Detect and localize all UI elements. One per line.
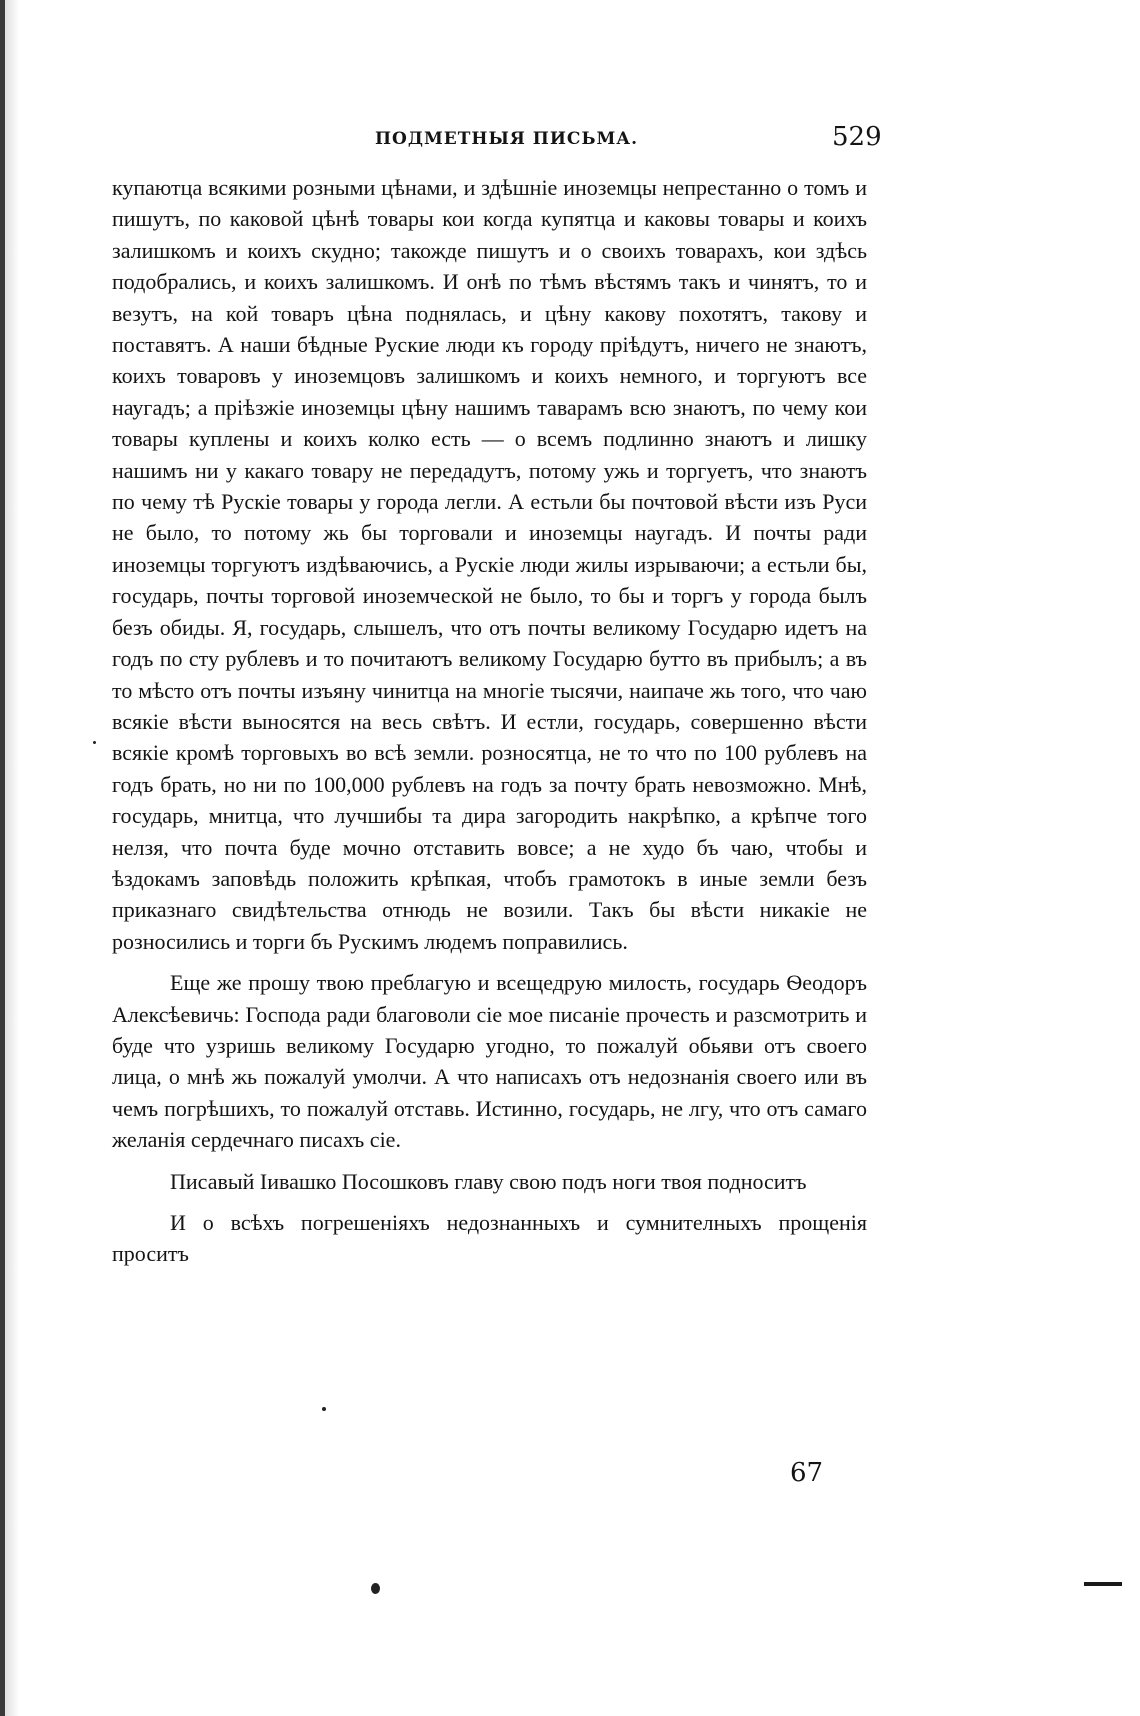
paragraph-4: И о всѣхъ погрешеніяхъ недознанныхъ и сумнителныхъ прощенія проситъ (112, 1210, 867, 1267)
ink-speck (322, 1407, 326, 1411)
ink-speck (371, 1583, 380, 1594)
margin-dash-mark (1084, 1582, 1122, 1586)
paragraph-2: Еще же прошу твою преблагую и всещедрую милость, государь Ѳеодоръ Алексѣевичь: Господа ради благоволи сіе мое писаніе прочесть и разсмотрить и буде что узришь великому Государю угодно, то пожалуй обьяви отъ своего лица, о мнѣ жь пожалуй умолчи. А что написахъ отъ недознанія своего или въ чемъ погрѣшихъ, то пожалуй отставь. Истинно, государь, не лгу, что отъ самаго желанія сердечнаго писахъ сіе. (112, 970, 867, 1153)
paragraph-3: Писавый Іивашко Посошковъ главу свою подъ ноги твоя подноситъ (170, 1168, 807, 1194)
running-title: ПОДМЕТНЫЯ ПИСЬМА. (375, 129, 639, 149)
signature-mark: 67 (790, 1458, 824, 1488)
main-text (112, 172, 867, 1270)
paragraph-1: купаютца всякими розными цѣнами, и здѣшніе иноземцы непрестанно о томъ и пишутъ, по каковой цѣнѣ товары кои когда купятца и каковы товары и коихъ залишкомъ и коихъ скудно; такожде пишутъ и о своихъ товарахъ, кои здѣсь подобрались, и коихъ залишкомъ. И онѣ по тѣмъ вѣстямъ такъ и чинятъ, то и везутъ, на кой товаръ цѣна поднялась, и цѣну какову похотятъ, такову и поставятъ. А наши бѣдные Руские люди къ городу пріѣдутъ, ничего не знаютъ, коихъ товаровъ у иноземцовъ залишкомъ и коихъ немного, и торгуютъ все наугадъ; а пріѣзжіе иноземцы цѣну нашимъ таварамъ всю знаютъ, по чему кои товары куплены и коихъ колко есть — о всемъ подлинно знаютъ и лишку нашимъ ни у какаго товару не передадутъ, потому ужь и торгуетъ, что знаютъ по чему тѣ Рускіе товары у города легли. А естьли бы почтовой вѣсти изъ Руси не было, то потому жь бы торговали и иноземцы наугадъ. И почты ради иноземцы торгуютъ издѣваючись, а Рускіе люди жилы изрываючи; а естьли бы, государь, почты торговой иноземческой не было, то бы и торгъ у города былъ безъ обиды. Я, государь, слышелъ, что отъ почты великому Государю идетъ на годъ по сту рублевъ и то почитаютъ великому Государю бутто въ прибылъ; а въ то мѣсто отъ почты изъяну чинитца на многіе тысячи, наипаче жь того, что чаю всякіе вѣсти выносятся на весь свѣтъ. И естли, государь, совершенно вѣсти всякіе кромѣ торговыхъ во всѣ земли. розносятца, не то что по 100 рублевъ на годъ брать, но ни по 100,000 рублевъ на годъ за почту брать невозможно. Мнѣ, государь, мнитца, что лучшибы та дира загородить накрѣпко, а крѣпче того нелзя, что почта буде мочно отставить вовсе; а не худо бъ чаю, чтобы и ѣздокамъ заповѣдь положить крѣпкая, чтобъ грамотокъ в иные земли безъ приказнаго свидѣтельства отнюдь не возили. Такъ бы вѣсти никакіе не розносились и торги бъ Рускимъ людемъ поправились. (112, 175, 867, 954)
page-binding-shadow (5, 0, 19, 1716)
page-number: 529 (832, 122, 882, 152)
ink-speck (93, 741, 96, 744)
